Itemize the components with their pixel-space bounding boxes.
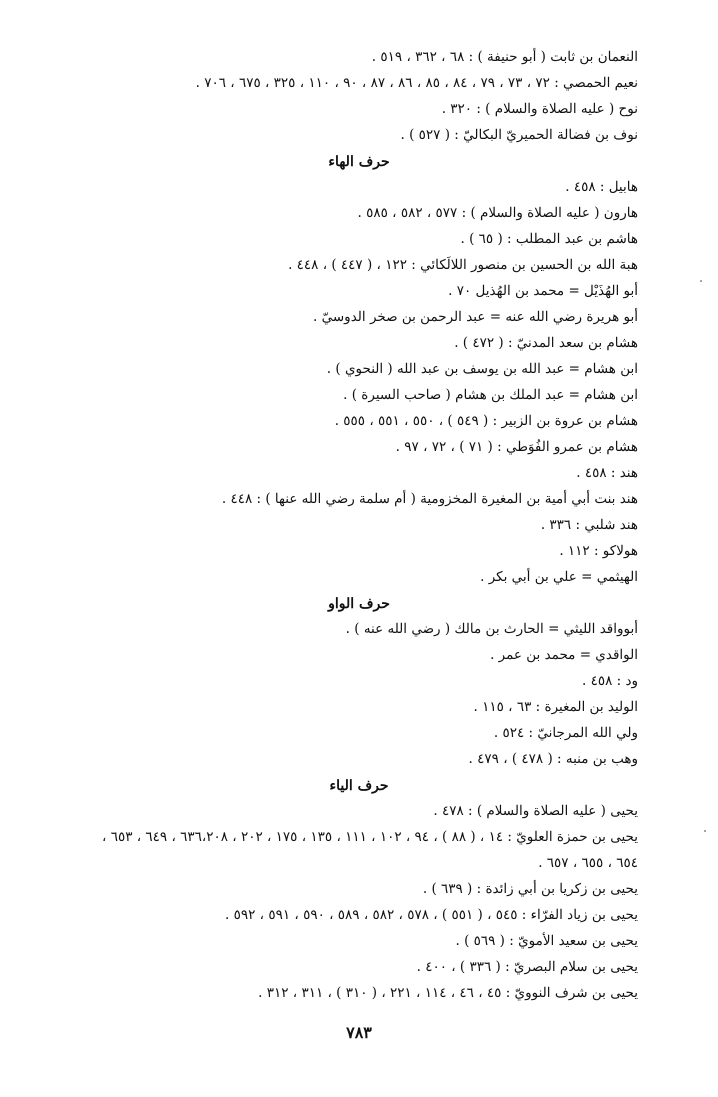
index-entry: هشام بن سعد المدنيّ : ( ٤٧٢ ) . bbox=[454, 335, 638, 351]
index-entry: هند : ٤٥٨ . bbox=[576, 465, 638, 481]
index-entry: يحيى بن زياد الفرّاء : ٥٤٥ ، ( ٥٥١ ) ، ٥٧٨ ، ٥٨٢ ، ٥٨٩ ، ٥٩٠ ، ٥٩١ ، ٥٩٢ . bbox=[225, 907, 638, 923]
index-entry: هابيل : ٤٥٨ . bbox=[565, 179, 638, 195]
section-heading: حرف الياء bbox=[329, 778, 389, 794]
index-entry: ود : ٤٥٨ . bbox=[581, 673, 638, 689]
index-entry: يحيى بن سلام البصريّ : ( ٣٣٦ ) ، ٤٠٠ . bbox=[416, 959, 638, 975]
page-number: ٧٨٣ bbox=[346, 1023, 372, 1042]
index-entry: الواقدي = محمد بن عمر . bbox=[490, 647, 638, 663]
index-entry: أبو هريرة رضي الله عنه = عبد الرحمن بن صخر الدوسيّ . bbox=[313, 309, 638, 325]
index-entry: يحيى بن شرف النوويّ : ٤٥ ، ٤٦ ، ١١٤ ، ٢٢١ ، ( ٣١٠ ) ، ٣١١ ، ٣١٢ . bbox=[258, 985, 638, 1001]
index-entry: ابن هشام = عبد الملك بن هشام ( صاحب السيرة ) . bbox=[343, 387, 638, 403]
index-entry: هند شلبي : ٣٣٦ . bbox=[540, 517, 638, 533]
index-entry: ولي الله المرجانيّ : ٥٢٤ . bbox=[493, 725, 638, 741]
index-entry: نوح ( عليه الصلاة والسلام ) : ٣٢٠ . bbox=[441, 101, 638, 117]
index-entry: هولاكو : ١١٢ . bbox=[559, 543, 638, 559]
scan-speck bbox=[700, 280, 702, 282]
scan-speck bbox=[704, 830, 706, 832]
index-entry: هبة الله بن الحسين بن منصور اللالَكائي : ١٢٢ ، ( ٤٤٧ ) ، ٤٤٨ . bbox=[288, 257, 638, 273]
index-entry: يحيى ( عليه الصلاة والسلام ) : ٤٧٨ . bbox=[433, 803, 638, 819]
index-entry: ابن هشام = عبد الله بن يوسف بن عبد الله ( النحوي ) . bbox=[326, 361, 638, 377]
index-entry: يحيى بن سعيد الأمويّ : ( ٥٦٩ ) . bbox=[455, 933, 638, 949]
index-entry: هند بنت أبي أمية بن المغيرة المخزومية ( أم سلمة رضي الله عنها ) : ٤٤٨ . bbox=[221, 491, 638, 507]
index-entry: وهب بن منبه : ( ٤٧٨ ) ، ٤٧٩ . bbox=[468, 751, 638, 767]
section-heading: حرف الهاء bbox=[328, 154, 390, 170]
index-entry: الهيثمي = علي بن أبي بكر . bbox=[480, 569, 638, 585]
section-heading: حرف الواو bbox=[328, 596, 390, 612]
index-entry: نوف بن فضالة الحميريّ البكاليّ : ( ٥٢٧ ) . bbox=[400, 127, 638, 143]
index-entry: هارون ( عليه الصلاة والسلام ) : ٥٧٧ ، ٥٨٢ ، ٥٨٥ . bbox=[357, 205, 638, 221]
index-entry: هشام بن عروة بن الزبير : ( ٥٤٩ ) ، ٥٥٠ ، ٥٥١ ، ٥٥٥ . bbox=[334, 413, 638, 429]
index-entry: الوليد بن المغيرة : ٦٣ ، ١١٥ . bbox=[473, 699, 638, 715]
index-entry: يحيى بن حمزة العلويّ : ١٤ ، ( ٨٨ ) ، ٩٤ ، ١٠٢ ، ١١١ ، ١٣٥ ، ١٧٥ ، ٢٠٢ ، ٦٣٦،٢٠٨ ، ٦٤٩ ، ٦٥٣ ، bbox=[102, 829, 638, 845]
index-entry: هشام بن عمرو الفُوَطي : ( ٧١ ) ، ٧٢ ، ٩٧ . bbox=[395, 439, 638, 455]
index-entry-continuation: ٦٥٤ ، ٦٥٥ ، ٦٥٧ . bbox=[538, 855, 638, 871]
index-entry: هاشم بن عبد المطلب : ( ٦٥ ) . bbox=[460, 231, 638, 247]
index-entry: أبوواقد الليثي = الحارث بن مالك ( رضي الله عنه ) . bbox=[345, 621, 638, 637]
index-entry: النعمان بن ثابت ( أبو حنيفة ) : ٦٨ ، ٣٦٢ ، ٥١٩ . bbox=[371, 49, 638, 65]
index-entry: يحيى بن زكريا بن أبي زائدة : ( ٦٣٩ ) . bbox=[422, 881, 638, 897]
index-entry: أبو الهُذَيْل = محمد بن الهُذيل ٧٠ . bbox=[448, 283, 638, 299]
index-entry: نعيم الحمصي : ٧٢ ، ٧٣ ، ٧٩ ، ٨٤ ، ٨٥ ، ٨٦ ، ٨٧ ، ٩٠ ، ١١٠ ، ٣٢٥ ، ٦٧٥ ، ٧٠٦ . bbox=[195, 75, 638, 91]
